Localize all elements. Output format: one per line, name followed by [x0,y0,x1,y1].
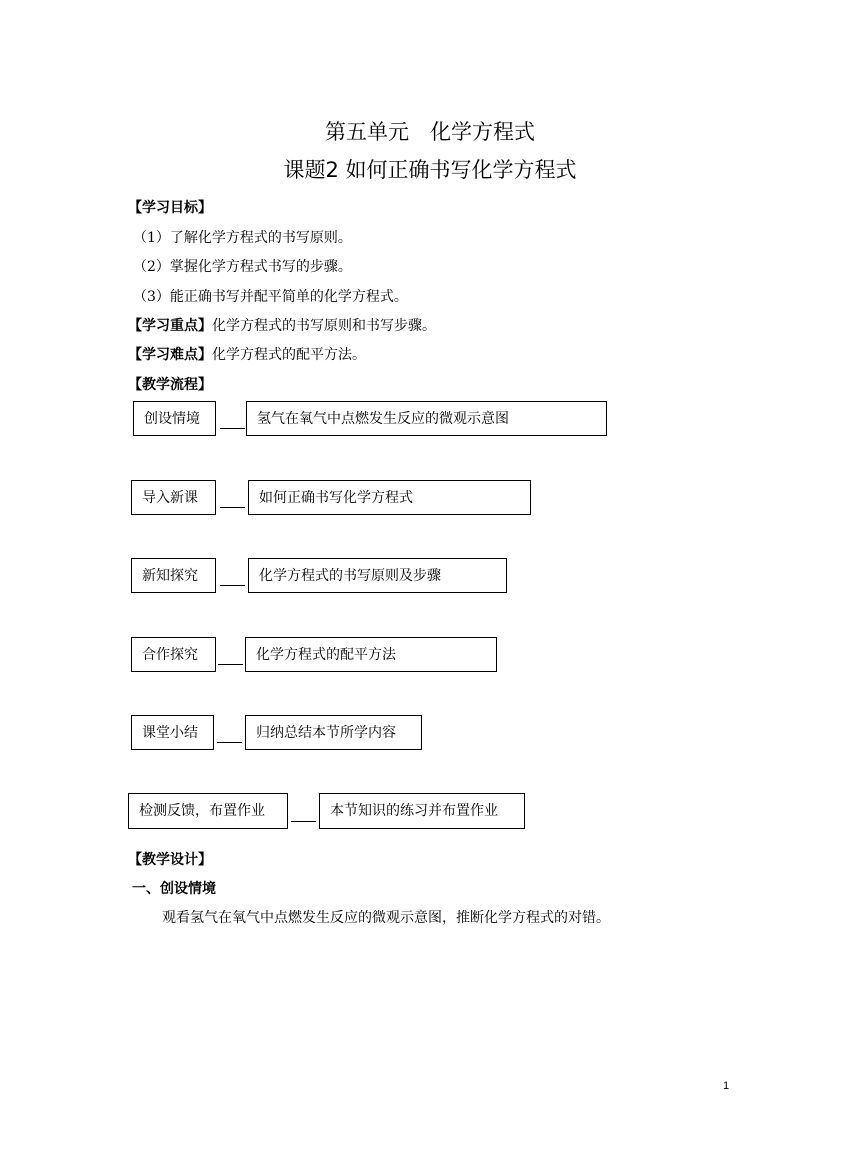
flow-connector [218,664,243,665]
flow-stage-label: 新知探究 [142,567,198,584]
flow-desc-box [248,480,531,515]
flow-desc-label: 本节知识的练习并布置作业 [330,803,498,819]
flow-desc-box [246,401,607,436]
flow-connector [291,821,316,822]
focus-line [128,315,436,335]
flow-desc-box [245,715,422,750]
flow-heading: 【教学流程】 [128,377,212,393]
flow-desc-label: 如何正确书写化学方程式 [259,489,413,506]
design-heading: 【教学设计】 [128,852,212,868]
flow-stage-label: 检测反馈，布置作业 [139,803,265,819]
flow-stage-box [131,715,214,750]
lesson-title: 课题2 如何正确书写化学方程式 [283,158,577,182]
flow-connector [220,585,245,586]
flow-stage-label: 课堂小结 [142,724,198,741]
flow-desc-label: 化学方程式的书写原则及步骤 [259,567,441,584]
section-heading: 一、创设情境 [132,881,216,897]
flow-stage-label: 合作探究 [142,646,198,663]
difficulty-line [128,344,366,364]
flow-stage-box [128,793,288,829]
flow-desc-label: 氢气在氧气中点燃发生反应的微观示意图 [257,410,509,427]
objective-item: （2）掌握化学方程式书写的步骤。 [133,259,352,275]
flow-stage-label: 创设情境 [144,410,200,427]
difficulty-text: 化学方程式的配平方法。 [212,347,366,363]
page-number: 1 [723,1080,730,1092]
flow-desc-box [248,558,507,593]
flow-stage-label: 导入新课 [142,489,198,506]
objective-item: （1）了解化学方程式的书写原则。 [133,230,352,246]
flow-connector [220,428,245,429]
flow-stage-box [133,401,216,436]
focus-text: 化学方程式的书写原则和书写步骤。 [212,318,436,334]
section-body-text: 观看氢气在氧气中点燃发生反应的微观示意图，推断化学方程式的对错。 [162,910,610,926]
difficulty-label: 【学习难点】 [128,347,212,363]
flow-connector [220,507,245,508]
flow-desc-box [319,793,525,829]
flow-desc-label: 归纳总结本节所学内容 [256,724,396,741]
flow-stage-box [131,637,216,672]
flow-desc-box [245,637,497,672]
objectives-heading: 【学习目标】 [128,200,212,216]
unit-title: 第五单元 化学方程式 [325,120,535,144]
flow-connector [217,742,242,743]
flow-desc-label: 化学方程式的配平方法 [256,646,396,663]
focus-label: 【学习重点】 [128,318,212,334]
objective-item: （3）能正确书写并配平简单的化学方程式。 [133,289,408,305]
flow-stage-box [131,480,216,515]
flow-stage-box [131,558,216,593]
